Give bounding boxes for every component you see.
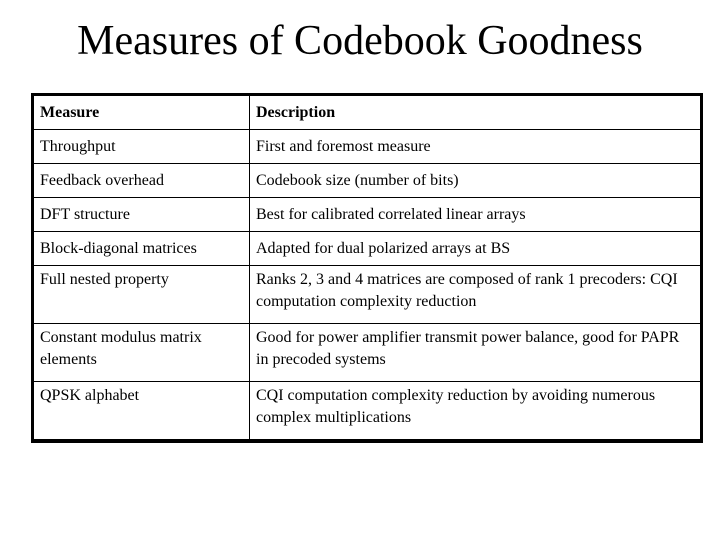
header-measure: Measure bbox=[34, 96, 250, 130]
measure-cell: DFT structure bbox=[34, 198, 250, 232]
measure-cell: Feedback overhead bbox=[34, 164, 250, 198]
measure-cell: Throughput bbox=[34, 130, 250, 164]
measure-cell: Full nested property bbox=[34, 266, 250, 324]
description-cell: Codebook size (number of bits) bbox=[250, 164, 701, 198]
header-description: Description bbox=[250, 96, 701, 130]
table-row bbox=[34, 232, 701, 266]
measure-cell: QPSK alphabet bbox=[34, 382, 250, 440]
table-row bbox=[34, 266, 701, 324]
slide-title: Measures of Codebook Goodness bbox=[77, 18, 643, 64]
codebook-measures-table bbox=[31, 93, 703, 443]
description-cell: Good for power amplifier transmit power balance, good for PAPR in precoded systems bbox=[250, 324, 701, 382]
description-cell: Ranks 2, 3 and 4 matrices are composed of rank 1 precoders: CQI computation complexity reduction bbox=[250, 266, 701, 324]
description-cell: Adapted for dual polarized arrays at BS bbox=[250, 232, 701, 266]
table-row bbox=[34, 198, 701, 232]
description-cell: CQI computation complexity reduction by avoiding numerous complex multiplications bbox=[250, 382, 701, 440]
description-cell: Best for calibrated correlated linear arrays bbox=[250, 198, 701, 232]
description-cell: First and foremost measure bbox=[250, 130, 701, 164]
measure-cell: Constant modulus matrix elements bbox=[34, 324, 250, 382]
measure-cell: Block-diagonal matrices bbox=[34, 232, 250, 266]
table-row bbox=[34, 130, 701, 164]
table-row bbox=[34, 382, 701, 440]
table-row bbox=[34, 324, 701, 382]
table-row bbox=[34, 164, 701, 198]
table-header-row bbox=[34, 96, 701, 130]
